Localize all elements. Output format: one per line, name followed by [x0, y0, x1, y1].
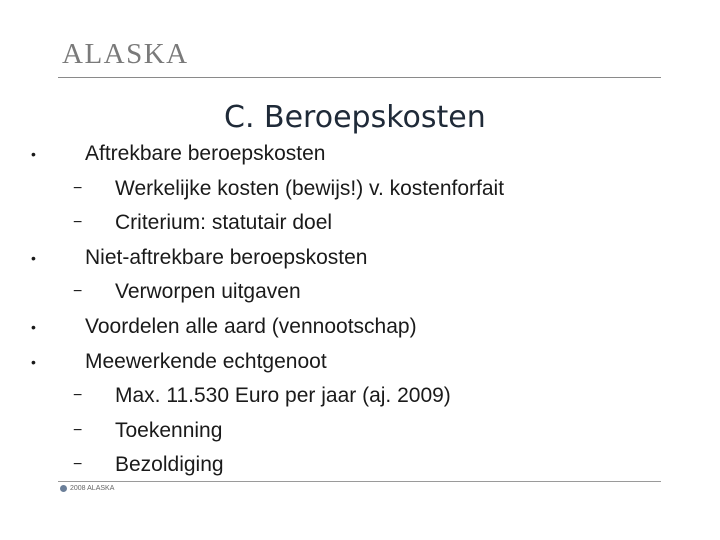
- dash-icon: −: [73, 456, 83, 474]
- alaska-logo: ALASKA: [62, 38, 189, 70]
- list-item: Niet-aftrekbare beroepskosten: [85, 245, 368, 269]
- slide-title: C. Beroepskosten: [224, 100, 486, 135]
- footer-divider: [58, 481, 661, 482]
- dash-icon: −: [73, 179, 83, 197]
- sub-list-item: Werkelijke kosten (bewijs!) v. kostenforfait: [115, 176, 505, 200]
- footer-logo-icon: [60, 485, 67, 492]
- dash-icon: −: [73, 421, 83, 439]
- sub-list-item: Verworpen uitgaven: [115, 280, 301, 304]
- dash-icon: −: [73, 387, 83, 405]
- list-item: Meewerkende echtgenoot: [85, 349, 327, 373]
- sub-list-item: Bezoldiging: [115, 453, 224, 477]
- dash-icon: −: [73, 283, 83, 301]
- list-item: Voordelen alle aard (vennootschap): [85, 315, 417, 338]
- bullet-icon: •: [31, 319, 36, 335]
- list-item: Aftrekbare beroepskosten: [85, 142, 326, 165]
- sub-list-item: Criterium: statutair doel: [115, 211, 333, 235]
- header-divider: [58, 77, 661, 78]
- dash-icon: −: [73, 214, 83, 232]
- sub-list-item: Toekenning: [115, 418, 223, 442]
- sub-list-item: Max. 11.530 Euro per jaar (aj. 2009): [115, 384, 451, 408]
- footer: [60, 485, 114, 492]
- bullet-icon: •: [31, 146, 36, 162]
- footer-copyright: 2008 ALASKA: [70, 485, 115, 492]
- bullet-icon: •: [31, 249, 36, 266]
- bullet-icon: •: [31, 353, 36, 370]
